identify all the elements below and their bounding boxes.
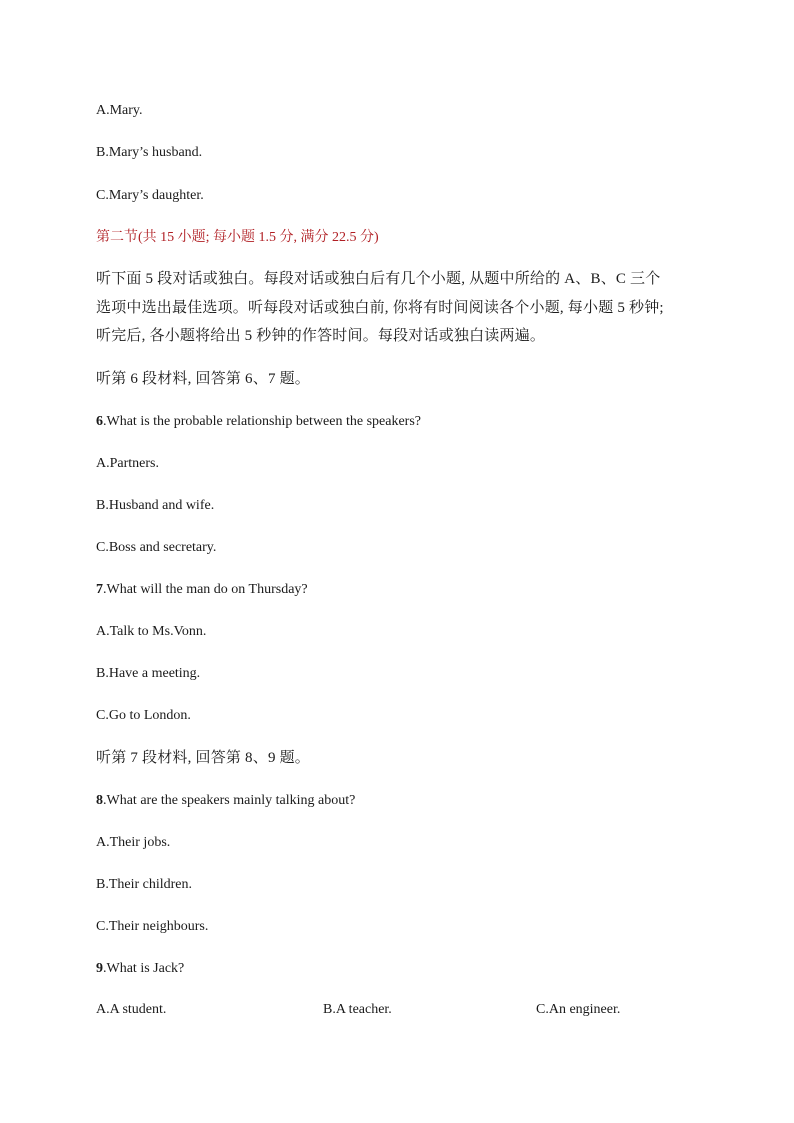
q7-option-b: B.Have a meeting. [96,666,201,681]
q6-option-c: C.Boss and secretary. [96,540,217,555]
prev-option-b: B.Mary’s husband. [96,145,203,160]
question-number: 7 [96,582,103,597]
q8-option-a: A.Their jobs. [96,835,171,850]
prev-option-c: C.Mary’s daughter. [96,188,204,203]
instructions-line-1: 听下面 5 段对话或独白。每段对话或独白后有几个小题, 从题中所给的 A、B、C 三个 [96,271,661,287]
prev-option-a: A.Mary. [96,103,143,118]
q7-option-c: C.Go to London. [96,708,191,723]
question-7 [96,581,308,599]
q9-option-c: C.An engineer. [536,1002,621,1017]
question-9 [96,960,184,978]
material-7-heading: 听第 7 段材料, 回答第 8、9 题。 [96,750,311,766]
q8-option-b: B.Their children. [96,877,193,892]
q9-option-a: A.A student. [96,1002,167,1017]
q6-option-b: B.Husband and wife. [96,498,215,513]
q8-option-c: C.Their neighbours. [96,919,209,934]
q6-option-a: A.Partners. [96,456,159,471]
question-number: 8 [96,793,103,808]
question-number: 6 [96,414,103,429]
instructions-line-2: 选项中选出最佳选项。听每段对话或独白前, 你将有时间阅读各个小题, 每小题 5 秒钟; [96,300,664,316]
question-number: 9 [96,961,103,976]
q9-option-b: B.A teacher. [323,1002,392,1017]
q7-option-a: A.Talk to Ms.Vonn. [96,624,207,639]
question-6 [96,413,421,431]
question-text: .What will the man do on Thursday? [103,582,308,597]
question-8 [96,792,355,810]
instructions-line-3: 听完后, 各小题将给出 5 秒钟的作答时间。每段对话或独白读两遍。 [96,328,546,344]
q9-options-row [0,1002,794,1022]
section-heading: 第二节(共 15 小题; 每小题 1.5 分, 满分 22.5 分) [96,230,379,245]
question-text: .What are the speakers mainly talking about? [103,793,356,808]
question-text: .What is Jack? [103,961,185,976]
question-text: .What is the probable relationship between the speakers? [103,414,421,429]
material-6-heading: 听第 6 段材料, 回答第 6、7 题。 [96,371,311,387]
